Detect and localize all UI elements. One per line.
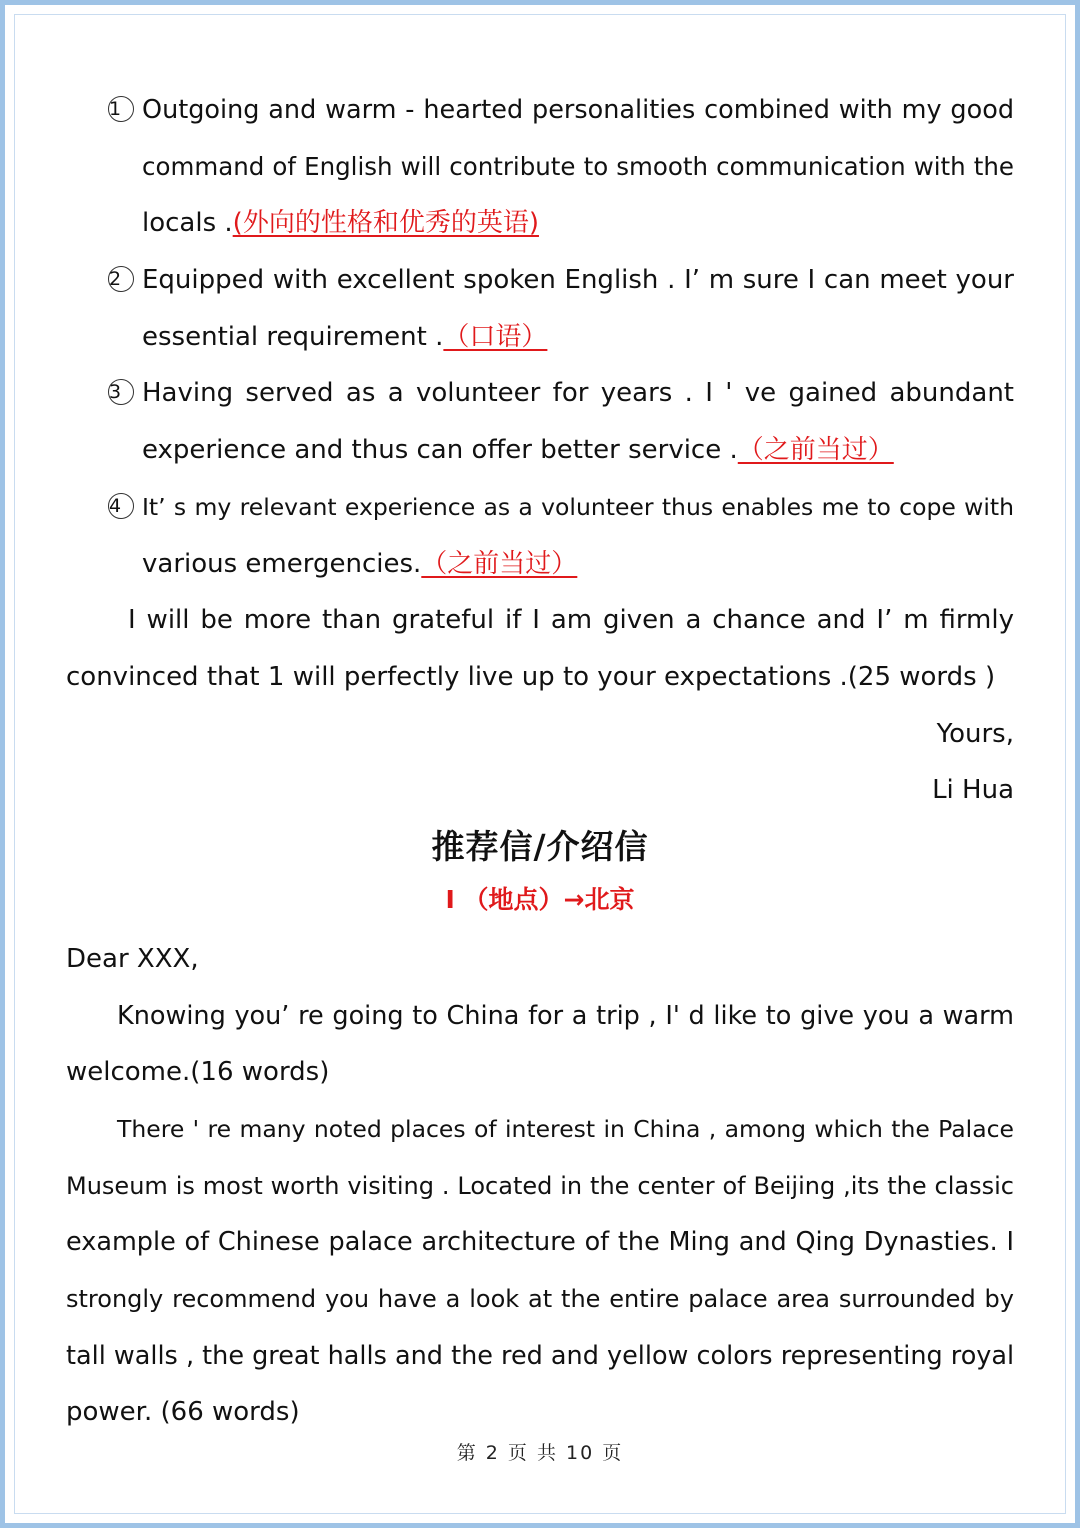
item-2-note: （口语）: [443, 321, 548, 352]
item-1-note: (外向的性格和优秀的英语): [232, 208, 539, 239]
para2-line-2: Museum is most worth visiting . Located in the center of Beijing ,its the classic: [66, 1171, 1014, 1200]
item-4-line-2: various emergencies.（之前当过）: [142, 548, 578, 579]
item-4-number: 4: [108, 493, 134, 519]
salutation: Dear XXX,: [66, 943, 199, 974]
item-1-line-2: command of English will contribute to smooth communication with the: [142, 151, 1014, 181]
section-subtitle: Ⅰ （地点）→北京: [445, 884, 635, 914]
section-title: 推荐信/介绍信: [431, 826, 649, 866]
item-3-line-2: experience and thus can offer better service .（之前当过）: [142, 435, 894, 466]
para2-line-5: tall walls , the great halls and the red and yellow colors representing royal: [66, 1340, 1015, 1371]
item-4-line-1: 4 It’ s my relevant experience as a volunteer thus enables me to cope with: [109, 492, 1014, 521]
item-1-line-1: 1 Outgoing and warm - hearted personalities combined with my good: [109, 95, 1014, 125]
para1-line-1: Knowing you’ re going to China for a trip , I' d like to give you a warm: [117, 1000, 1014, 1031]
item-4-note: （之前当过）: [421, 548, 578, 579]
page-number-footer: 第 2 页 共 10 页: [456, 1442, 624, 1464]
item-3-number: 3: [108, 379, 134, 405]
para1-line-2: welcome.(16 words): [66, 1057, 330, 1088]
item-3-note: （之前当过）: [737, 435, 894, 466]
signature: Li Hua: [932, 775, 1014, 806]
para2-line-6: power. (66 words): [66, 1397, 300, 1428]
item-2-line-2: essential requirement .（口语）: [142, 321, 548, 352]
para2-line-1: There ' re many noted places of interest in China , among which the Palace: [117, 1115, 1014, 1143]
closing-line-1: I will be more than grateful if I am given a chance and I’ m firmly: [128, 605, 1014, 636]
item-2-number: 2: [108, 266, 134, 292]
closing-line-2: convinced that 1 will perfectly live up to your expectations .(25 words ): [66, 661, 996, 692]
signoff: Yours,: [936, 718, 1014, 749]
item-3-line-1: 3 Having served as a volunteer for years . I ' ve gained abundant: [109, 378, 1014, 409]
item-1-number: 1: [108, 96, 134, 122]
para2-line-4: strongly recommend you have a look at the entire palace area surrounded by: [66, 1285, 1014, 1314]
document-page: [66, 82, 1014, 1441]
item-2-line-1: 2 Equipped with excellent spoken English . I’ m sure I can meet your: [109, 265, 1014, 296]
item-1-line-3: locals .(外向的性格和优秀的英语): [142, 208, 539, 239]
para2-line-3: example of Chinese palace architecture of the Ming and Qing Dynasties. I: [66, 1227, 1014, 1258]
